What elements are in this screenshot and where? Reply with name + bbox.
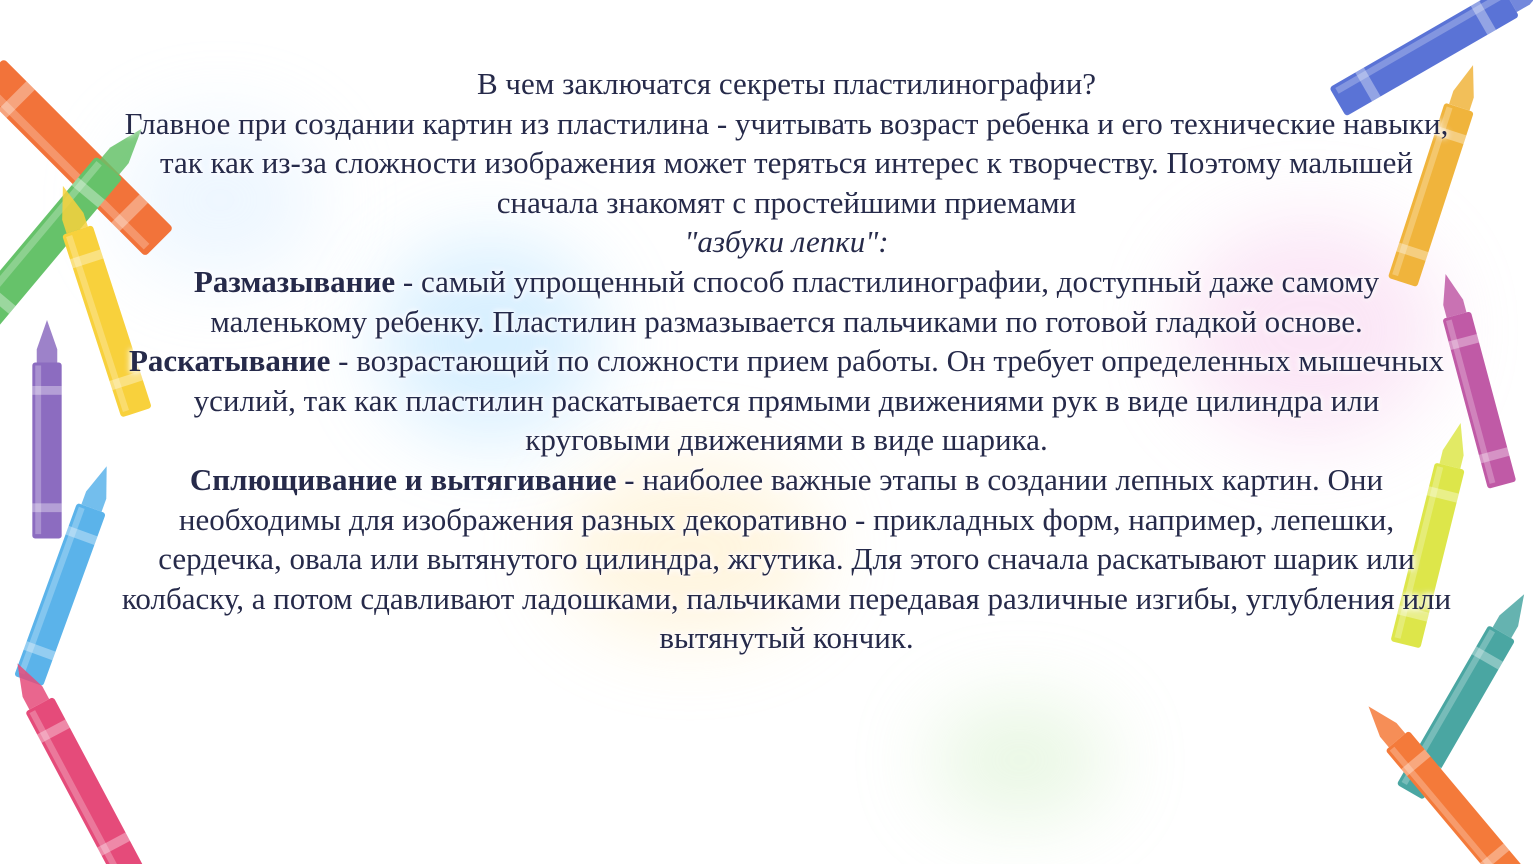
- blue-crayon: [14, 461, 121, 686]
- technique-splyushchivanie: [120, 460, 1453, 658]
- azbuka-label: "азбуки лепки":: [684, 224, 889, 260]
- technique-term: Сплющивание и вытягивание: [189, 461, 617, 497]
- technique-raskatyvanie: [120, 341, 1453, 460]
- purple-crayon: [32, 320, 61, 539]
- intro-text: Главное при создании картин из пластилина - учитывать возраст ребенка и его технические навыки, так как из-за сложности изображения может теряться интерес к творчеству. Поэтому малышей сначала знакомят с простейшими приемами: [124, 105, 1449, 220]
- technique-term: Раскатывание: [128, 343, 331, 379]
- technique-razmazyvanie: [120, 262, 1453, 341]
- technique-description: - наиболее важные этапы в создании лепных картин. Они необходимы для изображения разных декоративно - прикладных форм, например, лепешки, сердечка, овала или вытянутого цилиндра, жгутика. Для этого сначала раскатывают шарик или колбаску, а потом сдавливают ладошками, пальчиками передавая различные изгибы, углубления или вытянутый кончик.: [121, 461, 1452, 656]
- intro-paragraph: [120, 104, 1453, 262]
- technique-description: - самый упрощенный способ пластилинографии, доступный даже самому маленькому ребенку. Пластилин размазывается пальчиками по готовой гладкой основе.: [210, 263, 1380, 339]
- pink-crayon: [3, 656, 143, 864]
- technique-term: Размазывание: [193, 263, 396, 299]
- technique-description: - возрастающий по сложности прием работы. Он требует определенных мышечных усилий, так как пластилин раскатывается прямыми движениями рук в виде цилиндра или круговыми движениями в виде шарика.: [193, 343, 1445, 458]
- slide-text: [120, 64, 1453, 658]
- slide-heading: В чем заключатся секреты пластилинографии?: [476, 66, 1097, 101]
